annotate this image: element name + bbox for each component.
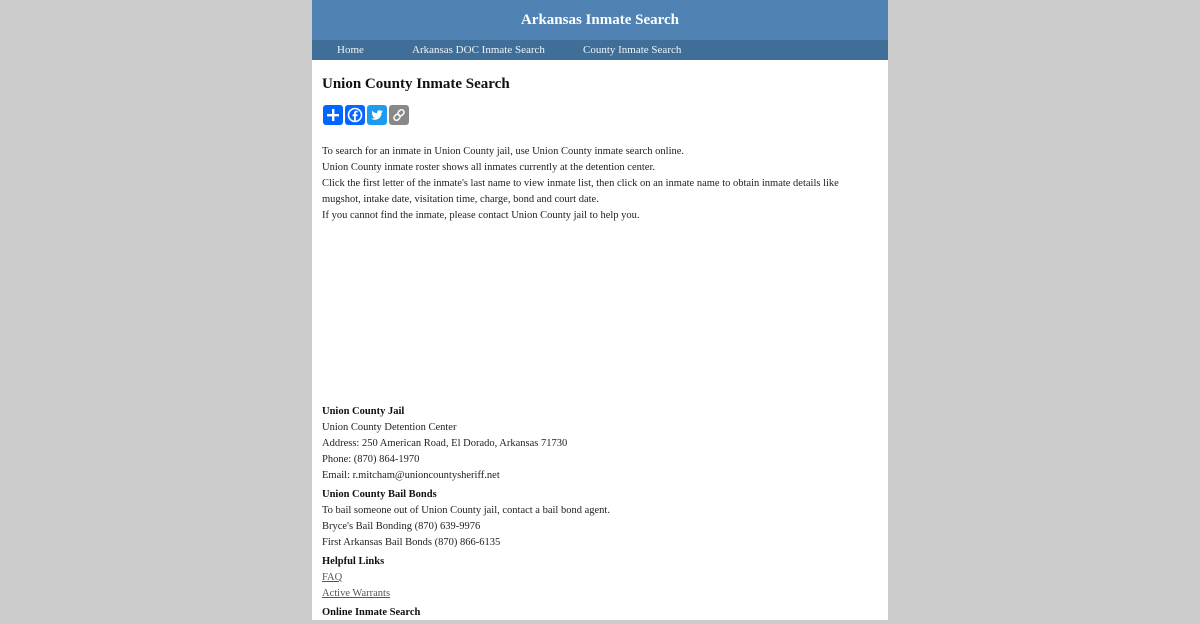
- intro-line: Union County inmate roster shows all inmates currently at the detention center.: [322, 162, 656, 173]
- share-copy-link-button[interactable]: [389, 105, 409, 125]
- jail-heading: Union County Jail: [322, 406, 405, 417]
- nav-home[interactable]: Home: [337, 44, 364, 56]
- bail-intro: To bail someone out of Union County jail, contact a bail bond agent.: [322, 505, 610, 516]
- share-bar: [323, 105, 409, 125]
- share-facebook-button[interactable]: [345, 105, 365, 125]
- link-icon: [391, 107, 407, 123]
- share-twitter-button[interactable]: [367, 105, 387, 125]
- nav-arkansas-doc-inmate-search[interactable]: Arkansas DOC Inmate Search: [412, 44, 545, 56]
- jail-name: Union County Detention Center: [322, 422, 457, 433]
- jail-section: [322, 404, 878, 484]
- intro-line: Click the first letter of the inmate's last name to view inmate list, then click on an inmate name to obtain inmate details like mugshot, intake date, visitation time, charge, bond and court date.: [322, 178, 839, 205]
- online-search-heading: Online Inmate Search: [322, 607, 421, 618]
- helpful-links-section: [322, 554, 878, 602]
- page-container: [312, 0, 888, 620]
- page-title: Union County Inmate Search: [322, 76, 510, 92]
- facebook-icon: [347, 107, 363, 123]
- online-search-section: [322, 605, 878, 621]
- nav-county-inmate-search[interactable]: County Inmate Search: [583, 44, 682, 56]
- bail-section: [322, 487, 878, 551]
- jail-address: Address: 250 American Road, El Dorado, Arkansas 71730: [322, 438, 568, 449]
- faq-link[interactable]: FAQ: [322, 572, 343, 583]
- twitter-icon: [369, 107, 385, 123]
- jail-phone: Phone: (870) 864-1970: [322, 454, 420, 465]
- intro-text: [322, 144, 878, 224]
- helpful-links-heading: Helpful Links: [322, 556, 385, 567]
- site-title[interactable]: Arkansas Inmate Search: [520, 12, 680, 28]
- intro-line: To search for an inmate in Union County jail, use Union County inmate search online.: [322, 146, 685, 157]
- active-warrants-link[interactable]: Active Warrants: [322, 588, 391, 599]
- plus-icon: [325, 107, 341, 123]
- intro-line: If you cannot find the inmate, please contact Union County jail to help you.: [322, 210, 640, 221]
- info-section: [322, 404, 878, 624]
- bail-agent: First Arkansas Bail Bonds (870) 866-6135: [322, 537, 501, 548]
- jail-email: Email: r.mitcham@unioncountysheriff.net: [322, 470, 500, 481]
- bail-agent: Bryce's Bail Bonding (870) 639-9976: [322, 521, 481, 532]
- main-nav: [312, 40, 888, 60]
- share-add-button[interactable]: [323, 105, 343, 125]
- bail-heading: Union County Bail Bonds: [322, 489, 437, 500]
- site-header: [312, 0, 888, 40]
